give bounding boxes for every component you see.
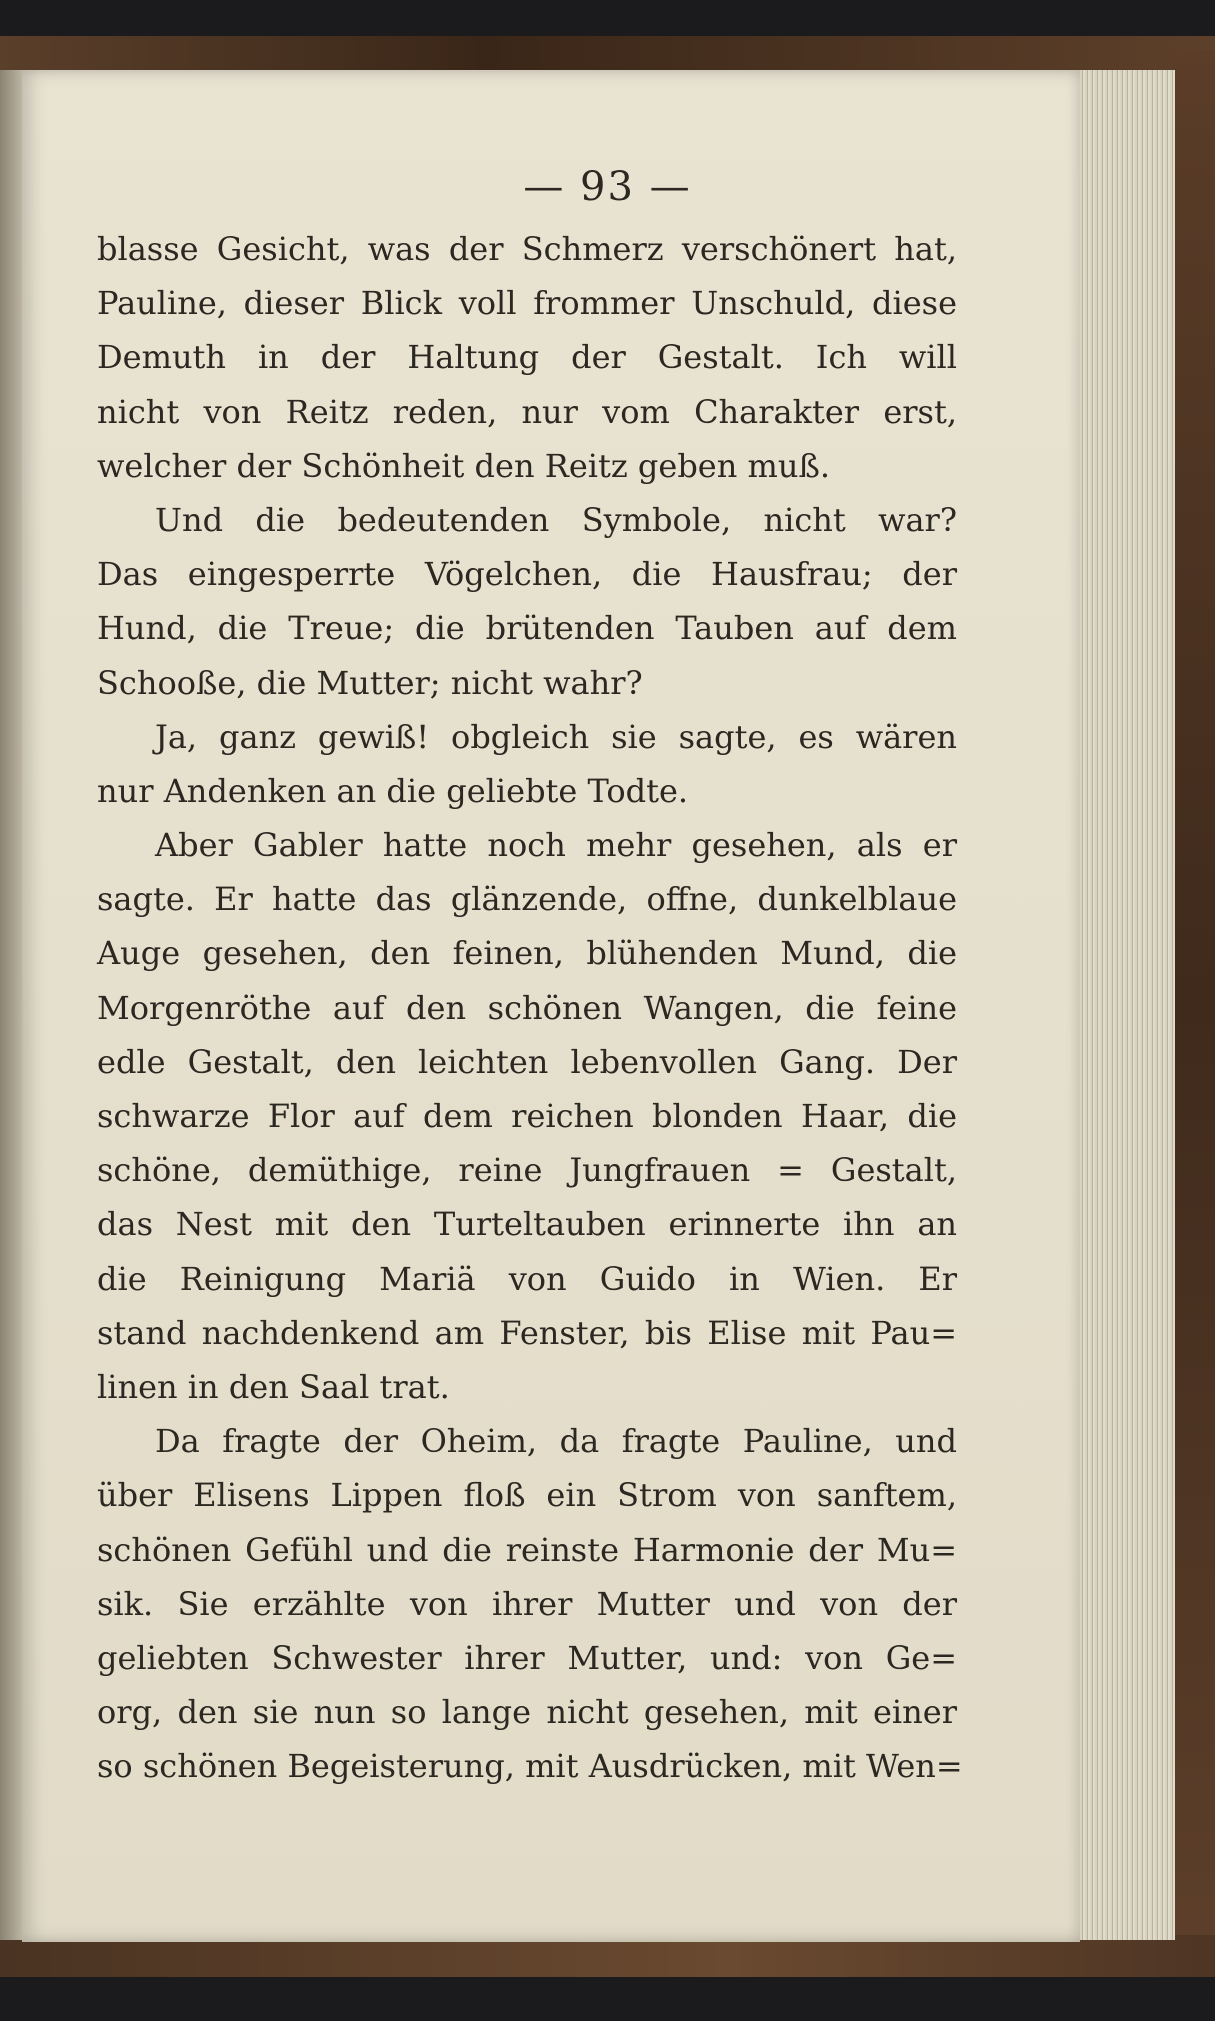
book-cover-right-edge bbox=[1172, 50, 1215, 1950]
text-line: schwarze Flor auf dem reichen blonden Haar, die bbox=[97, 1097, 957, 1135]
text-line: sagte. Er hatte das glänzende, offne, dunkelblaue bbox=[97, 880, 957, 919]
text-line: geliebten Schwester ihrer Mutter, und: von Ge= bbox=[97, 1638, 957, 1677]
text-line: stand nachdenkend am Fenster, bis Elise mit Pau= bbox=[97, 1313, 957, 1352]
text-line: linen in den Saal trat. bbox=[97, 1367, 450, 1406]
text-line: Aber Gabler hatte noch mehr gesehen, als er bbox=[155, 826, 957, 865]
text-line: Und die bedeutenden Symbole, nicht war? bbox=[155, 500, 957, 539]
text-line: nicht von Reitz reden, nur vom Charakter erst, bbox=[97, 392, 957, 431]
text-line: nur Andenken an die geliebte Todte. bbox=[97, 771, 689, 810]
text-line: über Elisens Lippen floß ein Strom von sanftem, bbox=[97, 1476, 957, 1515]
text-line: schöne, demüthige, reine Jungfrauen = Gestalt, bbox=[97, 1151, 957, 1190]
text-line: Auge gesehen, den feinen, blühenden Mund, die bbox=[97, 934, 957, 973]
text-line: blasse Gesicht, was der Schmerz verschönert hat, bbox=[97, 230, 957, 268]
text-line: die Reinigung Mariä von Guido in Wien. Er bbox=[97, 1259, 957, 1298]
text-line: Hund, die Treue; die brütenden Tauben auf dem bbox=[97, 609, 957, 648]
text-line: welcher der Schönheit den Reitz geben muß. bbox=[97, 446, 831, 485]
text-line: Demuth in der Haltung der Gestalt. Ich will bbox=[97, 338, 957, 377]
text-line: sik. Sie erzählte von ihrer Mutter und von der bbox=[97, 1584, 957, 1623]
page-number: — 93 — bbox=[523, 164, 692, 210]
text-line: Ja, ganz gewiß! obgleich sie sagte, es wären bbox=[155, 717, 957, 756]
book-cover-top-edge bbox=[0, 36, 1215, 74]
text-line: schönen Gefühl und die reinste Harmonie der Mu= bbox=[97, 1530, 957, 1569]
page-block-edges bbox=[1075, 70, 1175, 1940]
text-line: Pauline, dieser Blick voll frommer Unschuld, diese bbox=[97, 284, 957, 323]
text-line: org, den sie nun so lange nicht gesehen, mit einer bbox=[97, 1693, 957, 1732]
text-line: so schönen Begeisterung, mit Ausdrücken, mit Wen= bbox=[97, 1747, 963, 1786]
page-body-text bbox=[97, 222, 963, 1793]
text-line: edle Gestalt, den leichten lebenvollen Gang. Der bbox=[97, 1042, 957, 1081]
text-line: Da fragte der Oheim, da fragte Pauline, und bbox=[155, 1422, 957, 1461]
text-line: Schooße, die Mutter; nicht wahr? bbox=[97, 663, 643, 702]
text-line: das Nest mit den Turteltauben erinnerte ihn an bbox=[97, 1205, 957, 1244]
text-line: Das eingesperrte Vögelchen, die Hausfrau; der bbox=[97, 555, 957, 594]
text-line: Morgenröthe auf den schönen Wangen, die feine bbox=[97, 988, 957, 1027]
